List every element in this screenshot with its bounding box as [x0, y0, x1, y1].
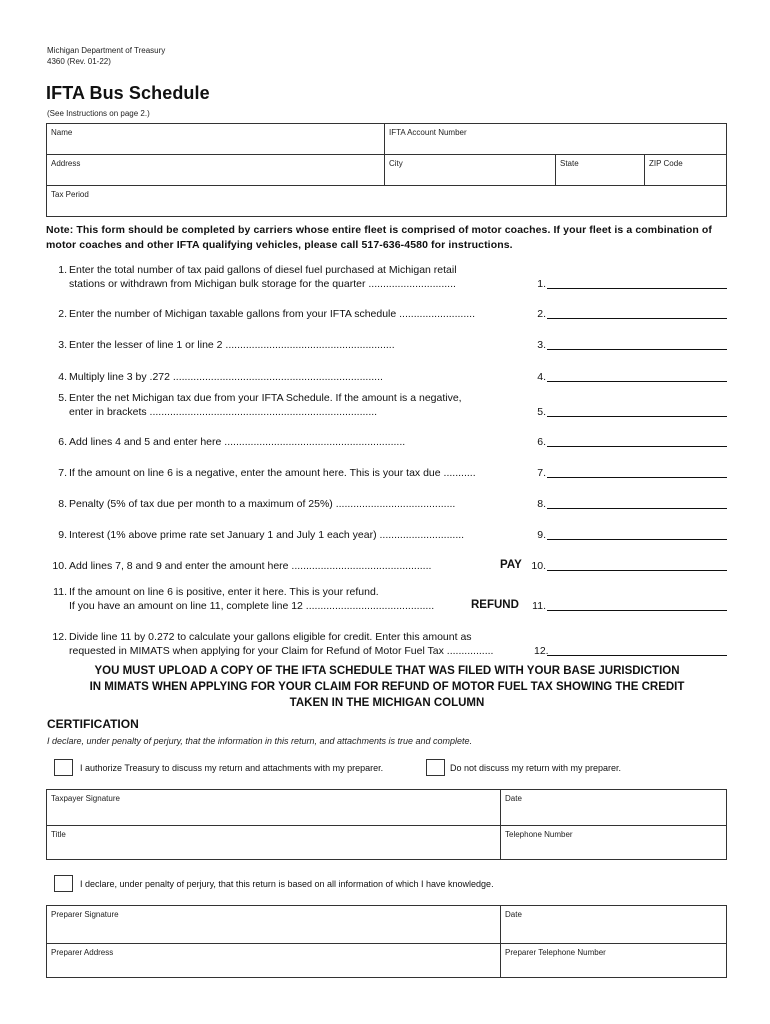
date-label: Date — [505, 794, 522, 803]
preparer-signature-label: Preparer Signature — [51, 910, 119, 919]
line-number: 11. — [53, 586, 67, 598]
preparer-signature-field[interactable] — [47, 906, 500, 943]
line-item-4 — [47, 370, 727, 386]
ifta-account-field[interactable] — [385, 124, 727, 154]
agency-header — [47, 45, 165, 67]
preparer-signature-box — [46, 905, 727, 978]
line-item-2 — [47, 307, 727, 323]
line-amount-field[interactable] — [547, 405, 727, 417]
line-number: 3. — [58, 339, 67, 351]
line-amount-field[interactable] — [547, 497, 727, 509]
agency-name: Michigan Department of Treasury — [47, 46, 166, 55]
line-item-3 — [47, 338, 727, 354]
line-reference: 8. — [537, 498, 546, 510]
line-amount-field[interactable] — [547, 338, 727, 350]
line-reference: 5. — [537, 406, 546, 418]
line-text: Interest (1% above prime rate set January 1 and July 1 each year) ............................. — [69, 529, 465, 541]
line-number: 2. — [58, 308, 67, 320]
line-text: Enter the number of Michigan taxable gallons from your IFTA schedule .......................... — [69, 308, 475, 320]
preparer-declaration-checkbox[interactable] — [54, 875, 73, 892]
line-number: 6. — [58, 436, 67, 448]
line-reference: 11. — [532, 600, 546, 612]
line-number: 8. — [58, 498, 67, 510]
line-number: 9. — [58, 529, 67, 541]
preparer-declaration-label: I declare, under penalty of perjury, that this return is based on all information of which I have knowledge. — [80, 879, 494, 889]
line-item-7 — [47, 466, 727, 482]
do-not-discuss-checkbox[interactable] — [426, 759, 445, 776]
line-item-8 — [47, 497, 727, 513]
line-tag: PAY — [500, 559, 522, 571]
line-text: Add lines 4 and 5 and enter here .............................................................. — [69, 436, 406, 448]
line-reference: 3. — [537, 339, 546, 351]
form-number: 4360 (Rev. 01-22) — [47, 57, 111, 66]
zip-label: ZIP Code — [649, 159, 683, 168]
authorize-checkbox[interactable] — [54, 759, 73, 776]
line-amount-field[interactable] — [547, 528, 727, 540]
name-label: Name — [51, 128, 73, 137]
certification-heading: CERTIFICATION — [47, 717, 139, 731]
authorize-label: I authorize Treasury to discuss my return and attachments with my preparer. — [80, 763, 384, 773]
date-field[interactable] — [501, 790, 727, 825]
ifta-account-label: IFTA Account Number — [389, 128, 467, 137]
line-item-1 — [47, 263, 727, 293]
address-label: Address — [51, 159, 81, 168]
line-text: Enter the lesser of line 1 or line 2 .......................................................... — [69, 339, 395, 351]
line-reference: 9. — [537, 529, 546, 541]
line-reference: 6. — [537, 436, 546, 448]
preparer-address-label: Preparer Address — [51, 948, 114, 957]
title-label: Title — [51, 830, 66, 839]
line-reference: 12. — [534, 645, 549, 657]
line-text: Divide line 11 by 0.272 to calculate your gallons eligible for credit. Enter this amount as requested in MIMATS when applying for your Claim for Refund of Motor Fuel Tax ................ — [69, 631, 494, 657]
preparer-address-field[interactable] — [47, 944, 500, 978]
line-item-6 — [47, 435, 727, 451]
upload-notice: YOU MUST UPLOAD A COPY OF THE IFTA SCHEDULE THAT WAS FILED WITH YOUR BASE JURISDICTION IN MIMATS WHEN APPLYING FOR YOUR CLAIM FOR REFUND OF MOTOR FUEL TAX SHOWING THE CREDIT TAKEN IN THE MICHIGAN COLUMN — [89, 665, 685, 709]
line-amount-field[interactable] — [547, 370, 727, 382]
line-reference: 10. — [531, 560, 546, 572]
form-subtitle: (See Instructions on page 2.) — [47, 109, 150, 118]
line-amount-field[interactable] — [547, 466, 727, 478]
telephone-label: Telephone Number — [505, 830, 573, 839]
line-item-12 — [47, 630, 727, 660]
note-text: Note: This form should be completed by carriers whose entire fleet is comprised of motor coaches. If your fleet is a combination of motor coaches and other IFTA qualifying vehicles, please call 517-636-4580 for instructions. — [46, 224, 712, 251]
name-field[interactable] — [47, 124, 384, 154]
line-text: If the amount on line 6 is a negative, enter the amount here. This is your tax due ........... — [69, 467, 476, 479]
tax-period-label: Tax Period — [51, 190, 89, 199]
telephone-field[interactable] — [501, 826, 727, 860]
form-title: IFTA Bus Schedule — [46, 83, 210, 103]
state-label: State — [560, 159, 579, 168]
line-text: If the amount on line 6 is positive, enter it here. This is your refund. If you have an amount on line 11, complete line 12 ............................................ — [69, 586, 435, 612]
certification-declaration: I declare, under penalty of perjury, that the information in this return, and attachments is true and complete. — [47, 736, 473, 746]
line-reference: 4. — [537, 371, 546, 383]
preparer-date-field[interactable] — [501, 906, 727, 943]
line-number: 10. — [52, 560, 67, 572]
line-number: 4. — [58, 371, 67, 383]
title-field[interactable] — [47, 826, 500, 860]
city-label: City — [389, 159, 403, 168]
line-amount-field[interactable] — [547, 435, 727, 447]
taxpayer-signature-box — [46, 789, 727, 860]
line-text: Penalty (5% of tax due per month to a maximum of 25%) ......................................... — [69, 498, 456, 510]
line-amount-field[interactable] — [547, 599, 727, 611]
line-text: Add lines 7, 8 and 9 and enter the amount here ................................................ — [69, 560, 432, 572]
line-amount-field[interactable] — [547, 277, 727, 289]
taxpayer-signature-field[interactable] — [47, 790, 500, 825]
line-reference: 1. — [537, 278, 546, 290]
line-item-10 — [47, 559, 727, 575]
line-amount-field[interactable] — [547, 559, 727, 571]
line-reference: 7. — [537, 467, 546, 479]
line-tag: REFUND — [471, 599, 519, 611]
line-number: 1. — [58, 264, 67, 276]
zip-field[interactable] — [645, 155, 727, 185]
tax-period-field[interactable] — [47, 186, 727, 217]
line-item-9 — [47, 528, 727, 544]
state-field[interactable] — [556, 155, 644, 185]
line-item-5 — [47, 391, 727, 421]
line-item-11 — [47, 585, 727, 615]
line-text: Multiply line 3 by .272 ........................................................................ — [69, 371, 383, 383]
line-reference: 2. — [537, 308, 546, 320]
line-amount-field[interactable] — [547, 307, 727, 319]
line-number: 5. — [58, 392, 67, 404]
address-field[interactable] — [47, 155, 384, 185]
preparer-date-label: Date — [505, 910, 522, 919]
taxpayer-signature-label: Taxpayer Signature — [51, 794, 120, 803]
preparer-telephone-label: Preparer Telephone Number — [505, 948, 606, 957]
line-number: 12. — [52, 631, 67, 643]
line-number: 7. — [58, 467, 67, 479]
taxpayer-info-box — [46, 123, 727, 217]
do-not-discuss-label: Do not discuss my return with my preparer. — [450, 763, 622, 773]
line-text: Enter the net Michigan tax due from your IFTA Schedule. If the amount is a negative, enter in brackets .............................................................................. — [69, 392, 462, 418]
line-text: Enter the total number of tax paid gallons of diesel fuel purchased at Michigan retail stations or withdrawn from Michigan bulk storage for the quarter .............................. — [69, 264, 457, 290]
city-field[interactable] — [385, 155, 555, 185]
preparer-telephone-field[interactable] — [501, 944, 727, 978]
line-amount-field[interactable] — [547, 644, 727, 656]
